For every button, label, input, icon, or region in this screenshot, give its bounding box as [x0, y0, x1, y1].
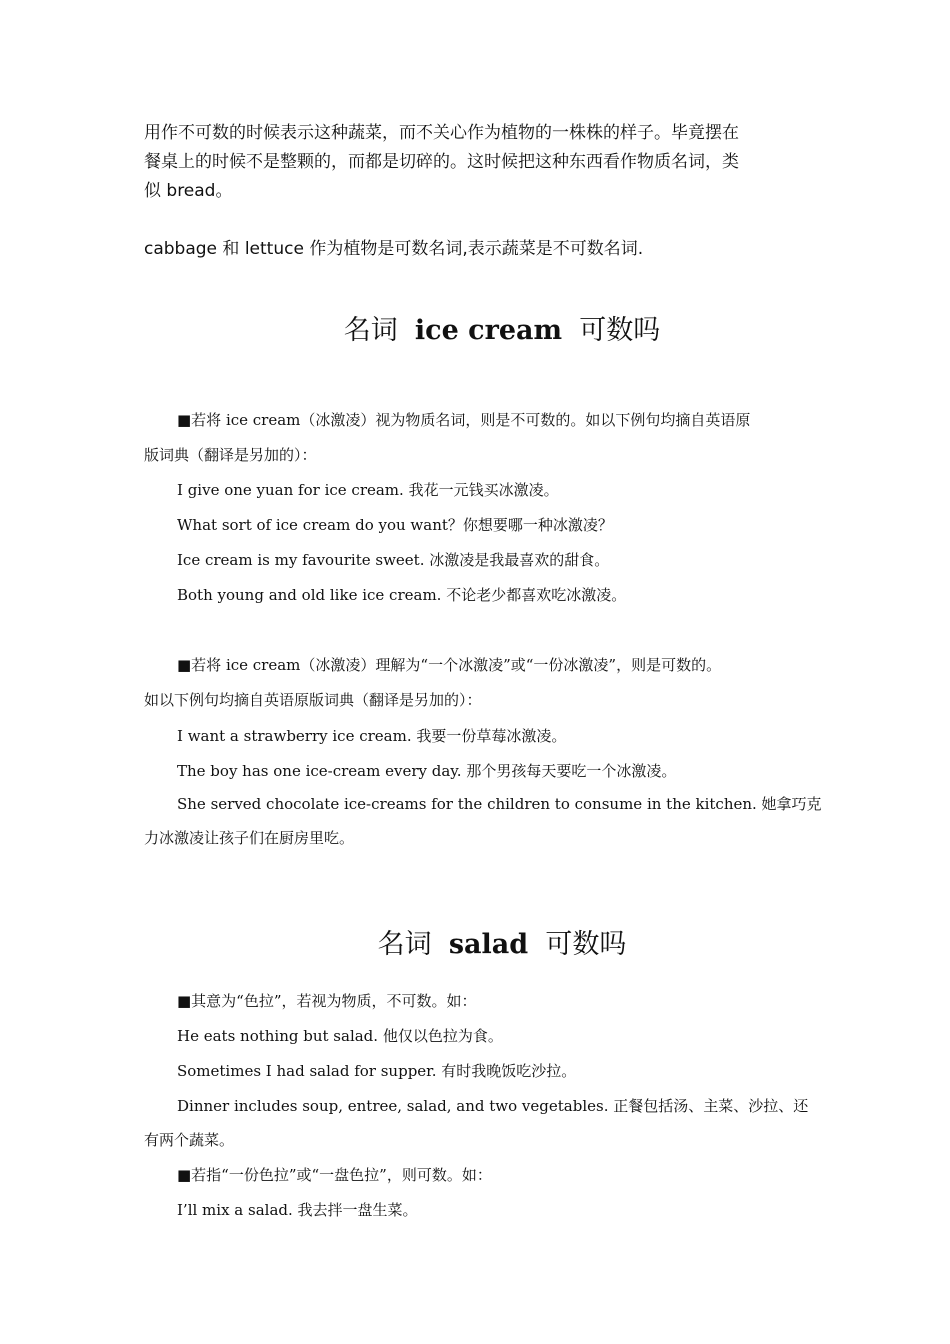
title-pre: 名词	[343, 315, 398, 346]
ice-cream-example-1: I give one yuan for ice cream. 我花一元钱买冰激凌。	[177, 481, 559, 499]
ice-cream-p1-line-2: 版词典（翻译是另加的）：	[144, 446, 317, 464]
ice-cream-example-6: The boy has one ice-cream every day. 那个男孩每天要吃一个冰激凌。	[177, 762, 677, 780]
salad-example-4: I’ll mix a salad. 我去拌一盘生菜。	[177, 1201, 418, 1219]
title-en: salad	[448, 929, 529, 960]
intro-line-3: 似 bread。	[144, 181, 233, 201]
salad-example-1: He eats nothing but salad. 他仅以色拉为食。	[177, 1027, 503, 1045]
title-pre: 名词	[377, 929, 432, 960]
salad-example-2: Sometimes I had salad for supper. 有时我晚饭吃沙拉。	[177, 1062, 577, 1080]
intro-line-1: 用作不可数的时候表示这种蔬菜，而不关心作为植物的一株株的样子。毕竟摆在	[144, 123, 739, 143]
salad-example-3-line-2: 有两个蔬菜。	[144, 1131, 235, 1149]
ice-cream-p2-line-2: 如以下例句均摘自英语原版词典（翻译是另加的）：	[144, 691, 482, 709]
title-post: 可数吗	[545, 929, 627, 960]
title-en: ice cream	[414, 315, 563, 346]
intro-line-2: 餐桌上的时候不是整颗的，而都是切碎的。这时候把这种东西看作物质名词，类	[144, 152, 739, 172]
title-post: 可数吗	[579, 315, 661, 346]
intro-line-4: cabbage 和 lettuce 作为植物是可数名词,表示蔬菜是不可数名词.	[144, 239, 644, 259]
salad-p1: ■其意为“色拉”，若视为物质，不可数。如：	[177, 992, 477, 1010]
salad-p2: ■若指“一份色拉”或“一盘色拉”，则可数。如：	[177, 1166, 492, 1184]
ice-cream-example-7-line-1: She served chocolate ice-creams for the children to consume in the kitchen. 她拿巧克	[177, 795, 822, 813]
ice-cream-p1-line-1: ■若将 ice cream（冰激凌）视为物质名词，则是不可数的。如以下例句均摘自英语原	[177, 411, 751, 429]
ice-cream-p2-line-1: ■若将 ice cream（冰激凌）理解为“一个冰激凌”或“一份冰激凌”，则是可数的。	[177, 656, 722, 674]
salad-example-3-line-1: Dinner includes soup, entree, salad, and two vegetables. 正餐包括汤、主菜、沙拉、还	[177, 1097, 809, 1115]
section-title-ice-cream	[0, 308, 950, 347]
section-title-salad	[0, 922, 950, 961]
ice-cream-example-2: What sort of ice cream do you want？你想要哪一种冰激凌？	[177, 516, 613, 534]
ice-cream-example-5: I want a strawberry ice cream. 我要一份草莓冰激凌。	[177, 727, 567, 745]
ice-cream-example-4: Both young and old like ice cream. 不论老少都喜欢吃冰激凌。	[177, 586, 627, 604]
ice-cream-example-3: Ice cream is my favourite sweet. 冰激凌是我最喜欢的甜食。	[177, 551, 610, 569]
ice-cream-example-7-line-2: 力冰激凌让孩子们在厨房里吃。	[144, 829, 355, 847]
